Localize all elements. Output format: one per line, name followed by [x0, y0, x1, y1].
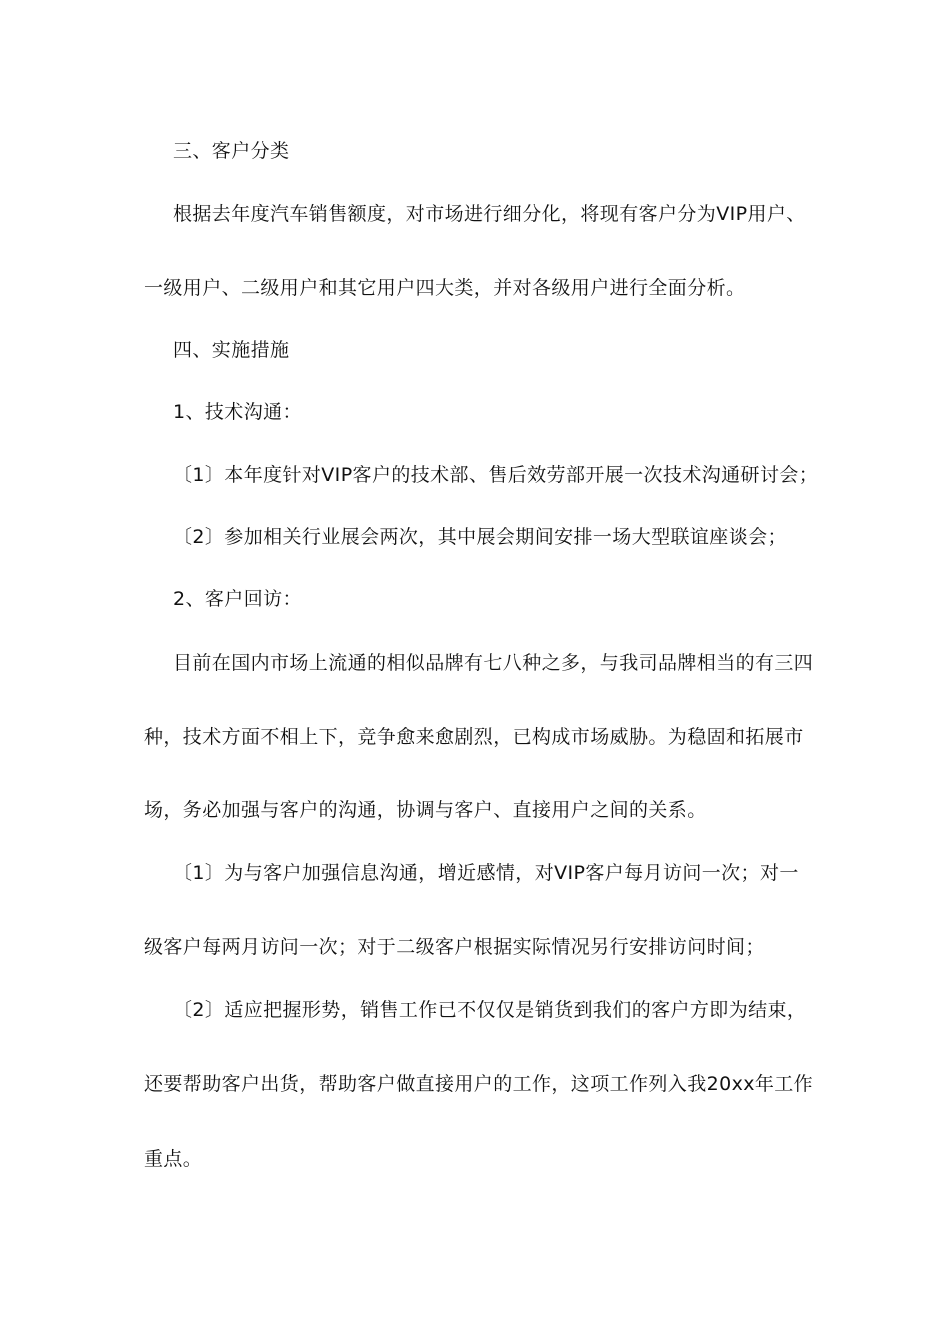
- section-heading-implementation: 四、实施措施: [173, 339, 290, 361]
- list-item-continuation: 重点。: [144, 1148, 203, 1170]
- paragraph-line: 目前在国内市场上流通的相似品牌有七八种之多，与我司品牌相当的有三四: [173, 652, 814, 674]
- paragraph-line: 场，务必加强与客户的沟通，协调与客户、直接用户之间的关系。: [144, 799, 707, 821]
- subheading-technical-communication: 1、技术沟通：: [173, 401, 302, 423]
- paragraph-line: 种，技术方面不相上下，竞争愈来愈剧烈，已构成市场威胁。为稳固和拓展市: [144, 726, 804, 748]
- paragraph-line: 根据去年度汽车销售额度，对市场进行细分化，将现有客户分为VIP用户、: [173, 203, 806, 225]
- subheading-customer-visit: 2、客户回访：: [173, 588, 302, 610]
- list-item: 〔1〕本年度针对VIP客户的技术部、售后效劳部开展一次技术沟通研讨会；: [173, 464, 819, 486]
- list-item: 〔2〕适应把握形势，销售工作已不仅仅是销货到我们的客户方即为结束，: [173, 999, 807, 1021]
- list-item-continuation: 还要帮助客户出货，帮助客户做直接用户的工作，这项工作列入我20xx年工作: [144, 1073, 814, 1095]
- paragraph-line: 一级用户、二级用户和其它用户四大类，并对各级用户进行全面分析。: [144, 277, 746, 299]
- list-item: 〔2〕参加相关行业展会两次，其中展会期间安排一场大型联谊座谈会；: [173, 526, 787, 548]
- list-item-continuation: 级客户每两月访问一次；对于二级客户根据实际情况另行安排访问时间；: [144, 936, 765, 958]
- section-heading-customer-classification: 三、客户分类: [173, 140, 290, 162]
- list-item: 〔1〕为与客户加强信息沟通，增近感情，对VIP客户每月访问一次；对一: [173, 862, 799, 884]
